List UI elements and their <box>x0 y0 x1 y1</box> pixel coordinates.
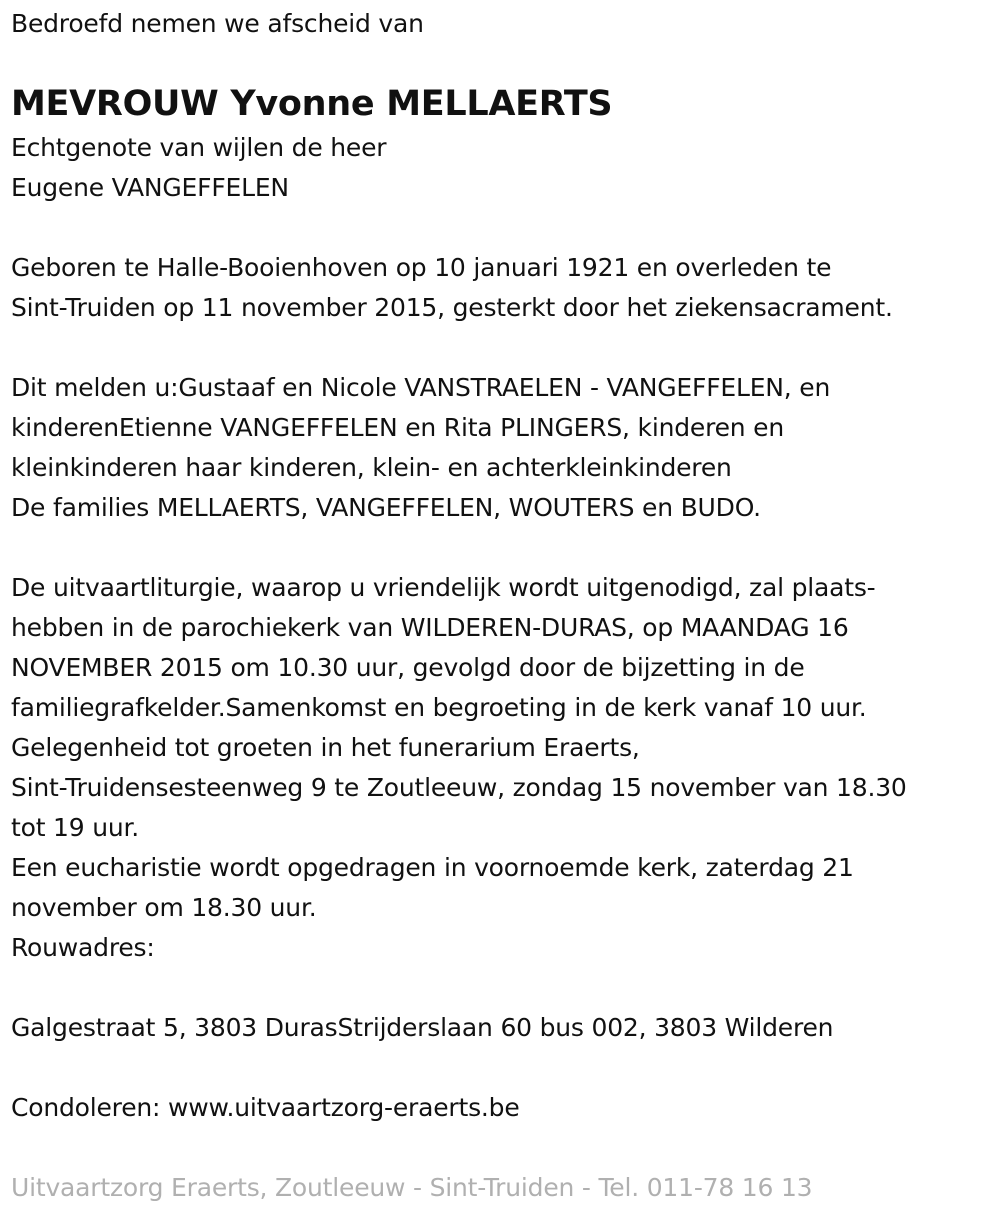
obituary-notice <box>11 4 991 1208</box>
spacer <box>11 1048 991 1088</box>
funeral-line-7: tot 19 uur. <box>11 813 140 842</box>
funeral-line-2: hebben in de parochiekerk van WILDEREN-DURAS, op MAANDAG 16 <box>11 613 849 642</box>
birth-death-line-2: Sint-Truiden op 11 november 2015, gesterkt door het ziekensacrament. <box>11 293 893 322</box>
mourning-address: Galgestraat 5, 3803 DurasStrijderslaan 60 bus 002, 3803 Wilderen <box>11 1013 834 1042</box>
deceased-name: MEVROUW Yvonne MELLAERTS <box>11 84 613 124</box>
spacer <box>11 1128 991 1168</box>
funeral-line-4: familiegrafkelder.Samenkomst en begroeting in de kerk vanaf 10 uur. <box>11 693 867 722</box>
spacer <box>11 528 991 568</box>
funeral-line-3: NOVEMBER 2015 om 10.30 uur, gevolgd door de bijzetting in de <box>11 653 805 682</box>
funeral-line-1: De uitvaartliturgie, waarop u vriendelijk wordt uitgenodigd, zal plaats- <box>11 573 876 602</box>
funeral-line-5: Gelegenheid tot groeten in het funerarium Eraerts, <box>11 733 640 762</box>
family-line-3: kleinkinderen haar kinderen, klein- en achterkleinkinderen <box>11 453 732 482</box>
birth-death-line-1: Geboren te Halle-Booienhoven op 10 januari 1921 en overleden te <box>11 253 832 282</box>
family-line-4: De families MELLAERTS, VANGEFFELEN, WOUTERS en BUDO. <box>11 493 761 522</box>
spacer <box>11 328 991 368</box>
mourning-address-label: Rouwadres: <box>11 933 155 962</box>
funeral-line-8: Een eucharistie wordt opgedragen in voornoemde kerk, zaterdag 21 <box>11 853 854 882</box>
family-line-2: kinderenEtienne VANGEFFELEN en Rita PLINGERS, kinderen en <box>11 413 784 442</box>
family-line-1: Dit melden u:Gustaaf en Nicole VANSTRAELEN - VANGEFFELEN, en <box>11 373 831 402</box>
condolence-line: Condoleren: www.uitvaartzorg-eraerts.be <box>11 1093 520 1122</box>
intro-text: Bedroefd nemen we afscheid van <box>11 9 424 38</box>
funeral-line-9: november om 18.30 uur. <box>11 893 317 922</box>
spouse-line-2: Eugene VANGEFFELEN <box>11 173 289 202</box>
funeral-home-footer: Uitvaartzorg Eraerts, Zoutleeuw - Sint-Truiden - Tel. 011-78 16 13 <box>11 1173 813 1202</box>
funeral-line-6: Sint-Truidensesteenweg 9 te Zoutleeuw, zondag 15 november van 18.30 <box>11 773 907 802</box>
spouse-line-1: Echtgenote van wijlen de heer <box>11 133 387 162</box>
spacer <box>11 968 991 1008</box>
spacer <box>11 208 991 248</box>
